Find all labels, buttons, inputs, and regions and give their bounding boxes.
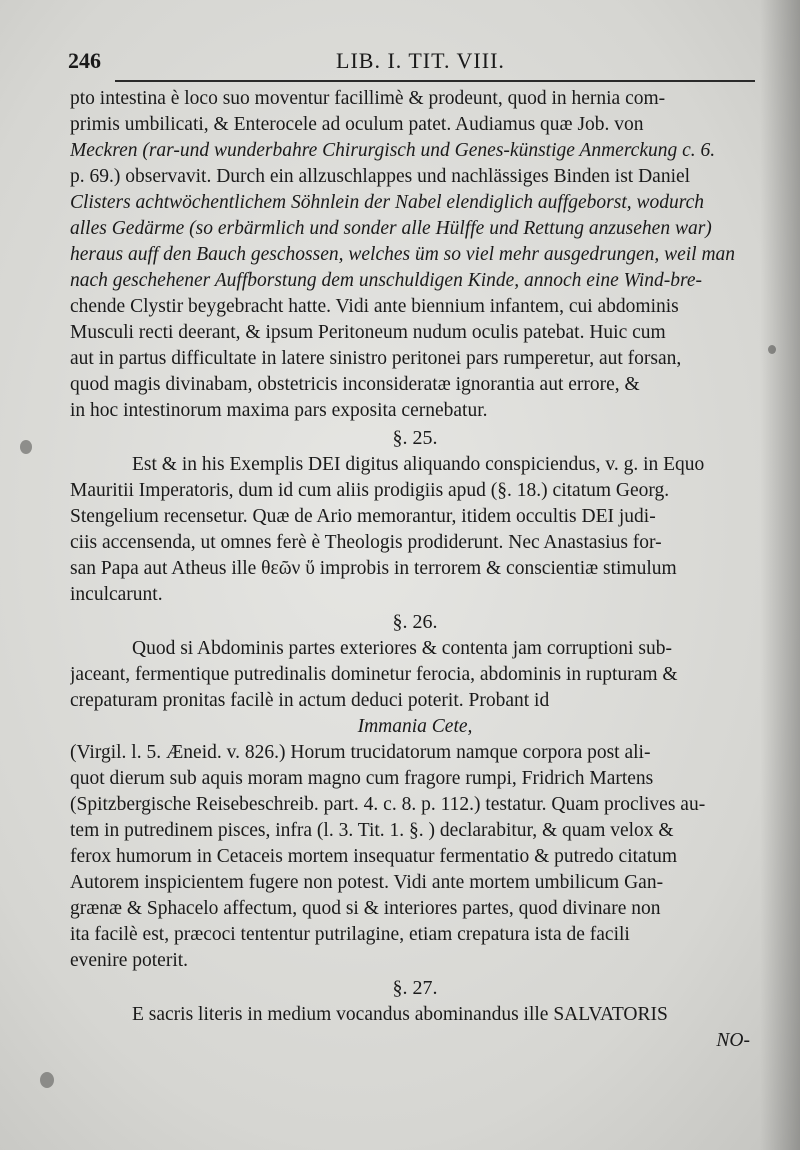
text-line: Meckren (rar-und wunderbahre Chirurgisch und Genes-künstige Anmerckung c. 6. (70, 140, 716, 161)
text-line: (Spitzbergische Reisebeschreib. part. 4. c. 8. p. 112.) testatur. Quam proclives au- (70, 794, 706, 815)
text-line: p. 69.) observavit. Durch ein allzuschlappes und nachlässiges Binden ist Daniel (70, 166, 691, 187)
text-line: Stengelium recensetur. Quæ de Ario memorantur, itidem occultis DEI judi- (70, 506, 656, 527)
text-line: grænæ & Sphacelo affectum, quod si & interiores partes, quod divinare non (70, 898, 661, 919)
ink-blot (40, 1072, 54, 1088)
text-line: Autorem inspicientem fugere non potest. Vidi ante mortem umbilicum Gan- (70, 872, 664, 893)
text-line: tem in putredinem pisces, infra (l. 3. Tit. 1. §. ) declarabitur, & quam velox & (70, 820, 674, 841)
text-line: pto intestina è loco suo moventur facillimè & prodeunt, quod in hernia com- (70, 88, 666, 109)
text-line: evenire poterit. (70, 950, 189, 971)
text-line: (Virgil. l. 5. Æneid. v. 826.) Horum trucidatorum namque corpora post ali- (70, 742, 651, 763)
section-heading-26: §. 26. (392, 611, 438, 633)
text-body (70, 86, 760, 1054)
text-line: ita facilè est, præcoci tententur putrilagine, etiam crepatura ista de facili (70, 924, 630, 945)
text-line: heraus auff den Bauch geschossen, welches üm so viel mehr ausgedrungen, weil man (70, 244, 736, 265)
text-line: san Papa aut Atheus ille θεῶν ὕ improbis in terrorem & conscientiæ stimulum (70, 558, 677, 579)
text-line: alles Gedärme (so erbärmlich und sonder alle Hülffe und Rettung anzusehen war) (70, 218, 712, 239)
text-line: quod magis divinabam, obstetricis inconsideratæ ignorantia aut errore, & (70, 374, 640, 395)
text-line: nach geschehener Auffborstung dem unschuldigen Kinde, annoch eine Wind-bre- (70, 270, 702, 291)
text-line: in hoc intestinorum maxima pars exposita cernebatur. (70, 400, 488, 421)
section-heading-25: §. 25. (392, 427, 438, 449)
text-line: chende Clystir beygebracht hatte. Vidi ante biennium infantem, cui abdominis (70, 296, 679, 317)
text-line: Est & in his Exemplis DEI digitus aliquando conspiciendus, v. g. in Equo (132, 454, 705, 475)
text-line: Quod si Abdominis partes exteriores & contenta jam corruptioni sub- (132, 638, 672, 659)
quotation-line: Immania Cete, (357, 716, 473, 737)
text-line: quot dierum sub aquis moram magno cum fragore rumpi, Fridrich Martens (70, 768, 654, 789)
text-line: inculcarunt. (70, 584, 163, 605)
running-title: LIB. I. TIT. VIII. (336, 48, 505, 73)
text-line: Mauritii Imperatoris, dum id cum aliis prodigiis apud (§. 18.) citatum Georg. (70, 480, 670, 501)
text-line: crepaturam pronitas facilè in actum deduci poterit. Probant id (70, 690, 550, 711)
catchword: NO- (716, 1030, 750, 1051)
text-line: ferox humorum in Cetaceis mortem insequatur fermentatio & putredo citatum (70, 846, 678, 867)
text-line: aut in partus difficultate in latere sinistro peritonei pars rumperetur, aut forsan, (70, 348, 682, 369)
page-header (68, 48, 758, 82)
ink-blot (20, 440, 32, 454)
text-line: jaceant, fermentique putredinalis dominetur ferocia, abdominis in rupturam & (70, 664, 678, 685)
text-line: Clisters achtwöchentlichem Söhnlein der Nabel elendiglich auffgeborst, wodurch (70, 192, 705, 213)
section-heading-27: §. 27. (392, 977, 438, 999)
text-line: E sacris literis in medium vocandus abominandus ille SALVATORIS (132, 1004, 668, 1025)
text-line: Musculi recti deerant, & ipsum Peritoneum nudum oculis patebat. Huic cum (70, 322, 666, 343)
ink-blot (768, 345, 776, 354)
text-line: primis umbilicati, & Enterocele ad oculum patet. Audiamus quæ Job. von (70, 114, 644, 135)
page-number: 246 (68, 48, 101, 73)
header-rule (115, 80, 755, 82)
text-line: ciis accensenda, ut omnes ferè è Theologis prodiderunt. Nec Anastasius for- (70, 532, 662, 553)
